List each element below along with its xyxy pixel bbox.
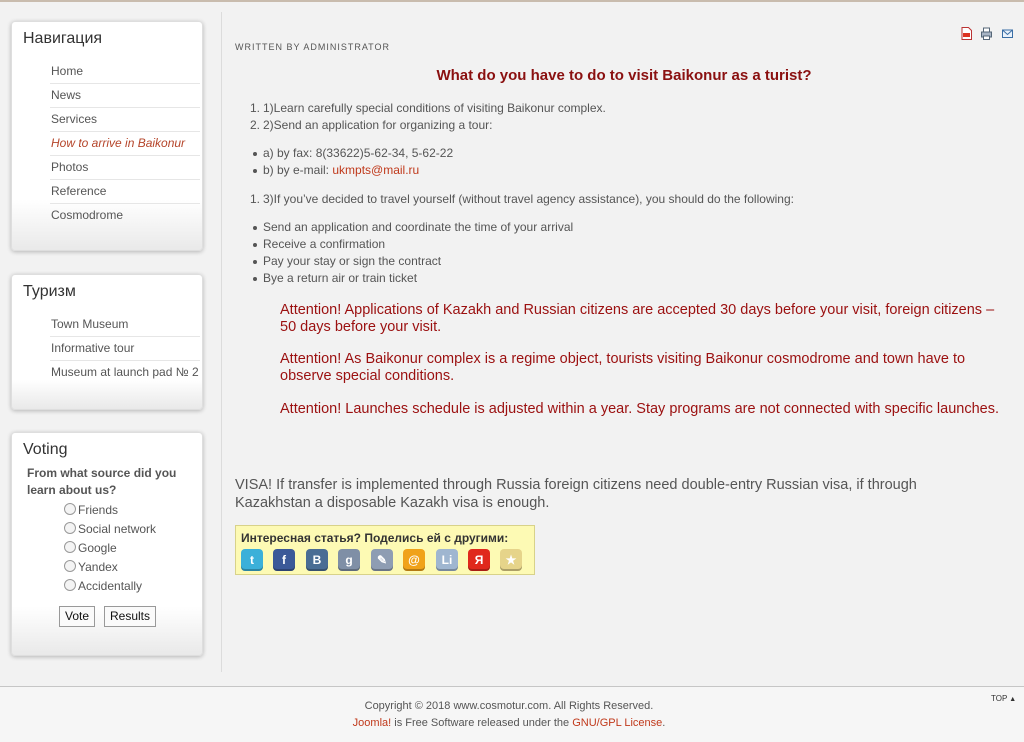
list-item: 2)Send an application for organizing a tour:: [263, 118, 493, 132]
list-number: 2.: [250, 118, 261, 132]
radio-button[interactable]: [64, 541, 76, 553]
email-line: [263, 163, 419, 177]
mailru-icon[interactable]: @: [403, 549, 425, 571]
attention-paragraph: [280, 401, 1010, 418]
livejournal-icon[interactable]: ✎: [371, 549, 393, 571]
bullet: [253, 260, 257, 264]
facebook-icon[interactable]: f: [273, 549, 295, 571]
results-button[interactable]: Results: [104, 606, 156, 627]
tourism-menu: [50, 313, 200, 384]
radio-button[interactable]: [64, 560, 76, 572]
nav-item-home[interactable]: Home: [50, 60, 200, 84]
attention-text: Applications of Kazakh and Russian citizens are accepted 30 days before your visit, foreign citizens – 50 days before your visit.: [280, 302, 995, 335]
powered-by: [0, 717, 1018, 729]
nav-item-reference[interactable]: Reference: [50, 180, 200, 204]
visa-paragraph: [235, 476, 995, 512]
poll-question: From what source did you learn about us?: [27, 466, 177, 497]
top-label[interactable]: TOP: [991, 694, 1008, 703]
poll-option-friends[interactable]: [64, 503, 118, 517]
article-tools: [961, 27, 1018, 45]
list-item: 1)Learn carefully special conditions of visiting Baikonur complex.: [263, 101, 606, 115]
tourism-item-town-museum[interactable]: Town Museum: [50, 313, 200, 337]
attention-text: As Baikonur complex is a regime object, tourists visiting Baikonur cosmodrome and town have to observe special conditions.: [280, 351, 966, 384]
list-number: 1.: [250, 192, 261, 206]
column-divider: [221, 12, 222, 672]
attention-paragraph: [280, 302, 1010, 336]
bullet: [253, 152, 257, 156]
nav-item-cosmodrome[interactable]: Cosmodrome: [51, 208, 124, 222]
step-item: Pay your stay or sign the contract: [263, 254, 442, 268]
share-title: Интересная статья? Поделись ей с другими:: [241, 531, 509, 545]
bookmark-icon[interactable]: ★: [500, 549, 522, 571]
visa-label: VISA!: [235, 477, 273, 493]
arrow-up-icon: ▲: [1007, 696, 1017, 703]
attention-label: Attention!: [280, 302, 342, 318]
poll-option-label: Google: [78, 541, 117, 555]
top-border: [0, 0, 1024, 2]
step-item: Receive a confirmation: [263, 237, 386, 251]
visa-text: If transfer is implemented through Russia foreign citizens need double-entry Russian visa, if through Kazakhstan a disposable Kazakh visa is enough.: [235, 477, 917, 511]
print-icon[interactable]: [981, 27, 992, 40]
email-icon[interactable]: [1002, 27, 1013, 40]
nav-item-services[interactable]: Services: [50, 108, 200, 132]
tourism-title: Туризм: [23, 283, 76, 300]
vote-button[interactable]: Vote: [59, 606, 95, 627]
article-byline: WRITTEN BY ADMINISTRATOR: [235, 42, 391, 52]
nav-item-how-to-arrive[interactable]: How to arrive in Baikonur: [50, 132, 200, 156]
bullet: [253, 169, 257, 173]
list-number: 1.: [250, 101, 261, 115]
yandex-icon[interactable]: Я: [468, 549, 490, 571]
attention-label: Attention!: [280, 401, 342, 417]
attention-label: Attention!: [280, 351, 342, 367]
share-box: [235, 525, 535, 575]
poll-option-label: Friends: [78, 503, 119, 517]
pdf-icon[interactable]: [961, 27, 972, 40]
poll-option-yandex[interactable]: [64, 560, 118, 574]
navigation-module: [11, 21, 203, 251]
twitter-icon[interactable]: t: [241, 549, 263, 571]
bullet: [253, 277, 257, 281]
tourism-module: [11, 274, 203, 410]
poll-option-label: Accidentally: [78, 579, 143, 593]
list-item: 3)If you’ve decided to travel yourself (without travel agency assistance), you should do the following:: [263, 192, 794, 206]
email-link[interactable]: ukmpts@mail.ru: [332, 163, 420, 177]
powered-end: .: [662, 717, 666, 729]
nav-item-photos[interactable]: Photos: [50, 156, 200, 180]
navigation-title: Навигация: [23, 30, 103, 47]
tourism-item-informative-tour[interactable]: Informative tour: [50, 337, 200, 361]
attention-text: Launches schedule is adjusted within a year. Stay programs are not connected with specific launches.: [345, 401, 999, 417]
bullet: [253, 243, 257, 247]
poll-option-label: Yandex: [78, 560, 118, 574]
poll-option-social-network[interactable]: [64, 522, 156, 536]
liveinternet-icon[interactable]: Li: [436, 549, 458, 571]
bullet: [253, 226, 257, 230]
radio-button[interactable]: [64, 579, 76, 591]
radio-button[interactable]: [64, 522, 76, 534]
copyright-text: Copyright © 2018 www.cosmotur.com. All Rights Reserved.: [364, 700, 654, 712]
attention-paragraph: [280, 351, 1010, 385]
license-link[interactable]: GNU/GPL License: [572, 717, 663, 729]
page-footer: [0, 686, 1024, 742]
radio-button[interactable]: [64, 503, 76, 515]
poll-option-google[interactable]: [64, 541, 117, 555]
fax-line: a) by fax: 8(33622)5-62-34, 5-62-22: [263, 146, 454, 160]
vkontakte-icon[interactable]: B: [306, 549, 328, 571]
step-item: Send an application and coordinate the time of your arrival: [263, 220, 574, 234]
voting-title: Voting: [23, 441, 68, 458]
joomla-link[interactable]: Joomla!: [352, 717, 392, 729]
tourism-item-museum-launch-pad[interactable]: Museum at launch pad № 2: [51, 365, 199, 379]
email-prefix: b) by e-mail:: [263, 163, 333, 177]
step-item: Bye a return air or train ticket: [263, 271, 418, 285]
nav-item-news[interactable]: News: [50, 84, 200, 108]
powered-text: is Free Software released under the: [391, 717, 573, 729]
poll-option-accidentally[interactable]: [64, 579, 142, 593]
article-title: What do you have to do to visit Baikonur as a turist?: [436, 67, 812, 84]
voting-module: [11, 432, 203, 656]
poll-option-label: Social network: [78, 522, 157, 536]
navigation-menu: [50, 60, 200, 227]
google-icon[interactable]: g: [338, 549, 360, 571]
